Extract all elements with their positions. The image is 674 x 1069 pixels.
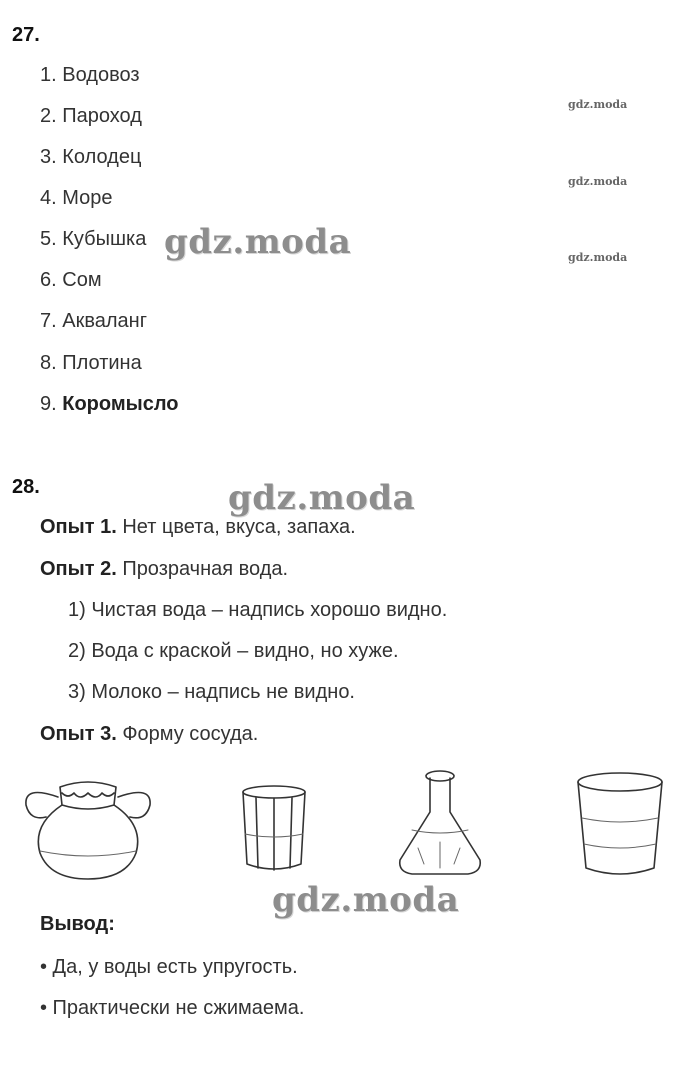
flask-sketch: [390, 768, 490, 880]
experiment-1-label: Опыт 1.: [40, 516, 117, 538]
item-number: 3.: [40, 146, 57, 168]
watermark-small: gdz.moda: [568, 98, 628, 111]
list-item: [40, 352, 142, 375]
conclusion-label-text: Вывод:: [40, 913, 115, 935]
experiment-2: [40, 558, 288, 581]
item-number: 2.: [40, 105, 57, 127]
list-item: [40, 310, 147, 333]
experiment-3-label: Опыт 3.: [40, 723, 117, 745]
conclusion-point-1: • Да, у воды есть упругость.: [40, 956, 298, 978]
list-item: [40, 105, 142, 128]
experiment-3-text: Форму сосуда.: [122, 723, 259, 745]
glass-sketch: [236, 782, 312, 877]
item-number: 4.: [40, 187, 57, 209]
watermark: gdz.moda: [272, 880, 460, 920]
list-item: [40, 393, 179, 416]
item-text: Колодец: [62, 146, 142, 168]
item-text: Акваланг: [62, 310, 147, 332]
item-number: 9.: [40, 393, 57, 415]
item-text: Коромысло: [62, 393, 179, 415]
item-text: Море: [62, 187, 113, 209]
item-text: Пароход: [62, 105, 142, 127]
conclusion-label: [40, 913, 115, 936]
item-number: 8.: [40, 352, 57, 374]
experiment-2-sub-3: 3) Молоко – надпись не видно.: [68, 681, 355, 703]
watermark-small: gdz.moda: [568, 175, 628, 188]
watermark-small: gdz.moda: [568, 251, 628, 264]
watermark: gdz.moda: [228, 478, 416, 518]
jar-sketch: [18, 775, 158, 885]
item-number: 6.: [40, 269, 57, 291]
list-item: [40, 187, 113, 210]
item-text: Плотина: [62, 352, 142, 374]
item-text: Кубышка: [62, 228, 147, 250]
list-item: [40, 64, 140, 87]
experiment-3: [40, 723, 258, 746]
task-27-number: 27.: [12, 24, 40, 46]
item-text: Сом: [62, 269, 102, 291]
item-text: Водовоз: [62, 64, 140, 86]
experiment-1: [40, 516, 356, 539]
item-number: 7.: [40, 310, 57, 332]
conclusion-point-2: • Практически не сжимаема.: [40, 997, 305, 1019]
item-number: 5.: [40, 228, 57, 250]
cup-sketch: [572, 770, 668, 882]
list-item: [40, 228, 146, 251]
experiment-2-sub-1: 1) Чистая вода – надпись хорошо видно.: [68, 599, 448, 621]
task-28-number: 28.: [12, 476, 40, 498]
item-number: 1.: [40, 64, 57, 86]
experiment-2-text: Прозрачная вода.: [122, 558, 289, 580]
watermark: gdz.moda: [164, 222, 352, 262]
experiment-2-label: Опыт 2.: [40, 558, 117, 580]
list-item: [40, 146, 141, 169]
list-item: [40, 269, 102, 292]
experiment-2-sub-2: 2) Вода с краской – видно, но хуже.: [68, 640, 399, 662]
experiment-1-text: Нет цвета, вкуса, запаха.: [122, 516, 356, 538]
